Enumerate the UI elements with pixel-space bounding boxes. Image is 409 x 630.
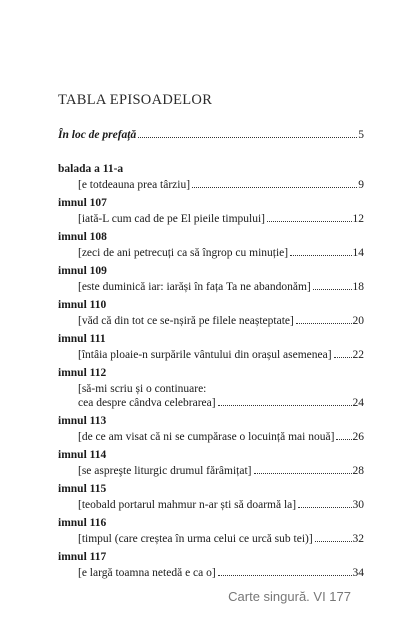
dot-leader xyxy=(336,439,351,440)
entry-body xyxy=(58,246,364,260)
entry-body xyxy=(58,498,364,512)
dot-leader xyxy=(315,541,352,542)
entry-title: imnul 116 xyxy=(58,517,107,529)
entry-subtitle: [e largă toamna netedă e ca o] xyxy=(78,567,216,579)
entry-line xyxy=(78,178,364,192)
dot-leader xyxy=(267,221,351,222)
entry-page-number: 34 xyxy=(352,567,364,579)
entry-title: imnul 111 xyxy=(58,333,106,345)
entry-page-number: 14 xyxy=(352,247,364,259)
entry-subtitle: [întâia ploaie-n surpările vântului din orașul asemenea] xyxy=(78,349,332,361)
toc-entry xyxy=(58,332,364,362)
toc-entry xyxy=(58,448,364,478)
entry-body xyxy=(58,178,364,192)
entry-page-number: 26 xyxy=(352,431,364,443)
entry-page-number: 20 xyxy=(352,315,364,327)
entry-body xyxy=(58,532,364,546)
entry-subtitle: [e totdeauna prea târziu] xyxy=(78,179,191,191)
entry-subtitle: [teobald portarul mahmur n-ar ști să doarmă la] xyxy=(78,499,297,511)
entry-page-number: 22 xyxy=(352,349,364,361)
toc-entry xyxy=(58,196,364,226)
entry-page-number: 30 xyxy=(352,499,364,511)
dot-leader xyxy=(218,405,352,406)
dot-leader xyxy=(254,473,352,474)
entry-line xyxy=(78,212,364,226)
page-footer: Carte singură. VI 177 xyxy=(228,589,351,604)
entry-page-number: 12 xyxy=(352,213,364,225)
entry-line xyxy=(78,280,364,294)
toc-entry xyxy=(58,550,364,580)
entry-subtitle: [văd că din tot ce se-nșiră pe filele neașteptate] xyxy=(78,315,294,327)
preface-page: 5 xyxy=(358,129,364,141)
entry-page-number: 18 xyxy=(352,281,364,293)
entry-title: imnul 110 xyxy=(58,299,107,311)
toc-entry xyxy=(58,264,364,294)
dot-leader xyxy=(313,289,352,290)
entry-subtitle-line: [să-mi scriu și o continuare: xyxy=(78,383,207,395)
entry-line xyxy=(78,566,364,580)
entry-subtitle: [de ce am visat că ni se cumpărase o locuință mai nouă] xyxy=(78,431,335,443)
entry-line xyxy=(78,464,364,478)
entry-subtitle: [zeci de ani petrecuți ca să îngrop cu minuție] xyxy=(78,247,289,259)
entry-body xyxy=(58,464,364,478)
entry-subtitle: [iată-L cum cad de pe El pieile timpului] xyxy=(78,213,266,225)
entry-page-number: 24 xyxy=(352,397,364,409)
entry-subtitle: [timpul (care creștea în urma celui ce urcă sub tei)] xyxy=(78,533,313,545)
entry-body xyxy=(58,348,364,362)
entry-body xyxy=(58,280,364,294)
entry-title: imnul 117 xyxy=(58,551,107,563)
entry-line xyxy=(78,246,364,260)
entry-line xyxy=(78,532,364,546)
dot-leader xyxy=(296,323,352,324)
preface-title: În loc de prefață xyxy=(58,129,137,141)
toc-entry xyxy=(58,414,364,444)
entry-page-number: 32 xyxy=(352,533,364,545)
entry-line xyxy=(78,348,364,362)
entry-title: imnul 109 xyxy=(58,265,107,277)
entry-subtitle: [se aspreşte liturgic drumul fărâmițat] xyxy=(78,465,252,477)
dot-leader xyxy=(218,575,352,576)
entry-body xyxy=(58,212,364,226)
entry-line xyxy=(78,498,364,512)
entry-body xyxy=(58,382,364,410)
entry-line xyxy=(78,314,364,328)
entry-body xyxy=(58,566,364,580)
dot-leader xyxy=(334,357,352,358)
toc-entries xyxy=(58,162,364,580)
entry-line xyxy=(78,430,364,444)
entry-title: imnul 114 xyxy=(58,449,107,461)
dot-leader xyxy=(192,187,357,188)
entry-title: imnul 108 xyxy=(58,231,107,243)
entry-title: imnul 113 xyxy=(58,415,107,427)
page-title: TABLA EPISOADELOR xyxy=(58,92,213,108)
toc-entry xyxy=(58,230,364,260)
entry-line xyxy=(78,396,364,410)
toc-entry xyxy=(58,162,364,192)
entry-subtitle: cea despre cândva celebrarea] xyxy=(78,397,216,409)
toc-entry xyxy=(58,366,364,410)
entry-title: imnul 107 xyxy=(58,197,107,209)
toc-entry xyxy=(58,298,364,328)
toc-entry xyxy=(58,482,364,512)
table-of-contents xyxy=(58,128,364,584)
entry-title: imnul 115 xyxy=(58,483,107,495)
dot-leader xyxy=(290,255,351,256)
entry-title: imnul 112 xyxy=(58,367,107,379)
entry-subtitle: [este duminică iar: iarăși în fața Ta ne abandonăm] xyxy=(78,281,311,293)
entry-body xyxy=(58,314,364,328)
entry-title: balada a 11-a xyxy=(58,163,124,175)
entry-body xyxy=(58,430,364,444)
entry-page-number: 9 xyxy=(358,179,364,191)
preface-entry xyxy=(58,128,364,142)
dot-leader xyxy=(298,507,351,508)
toc-entry xyxy=(58,516,364,546)
entry-page-number: 28 xyxy=(352,465,364,477)
dot-leader xyxy=(138,137,357,138)
